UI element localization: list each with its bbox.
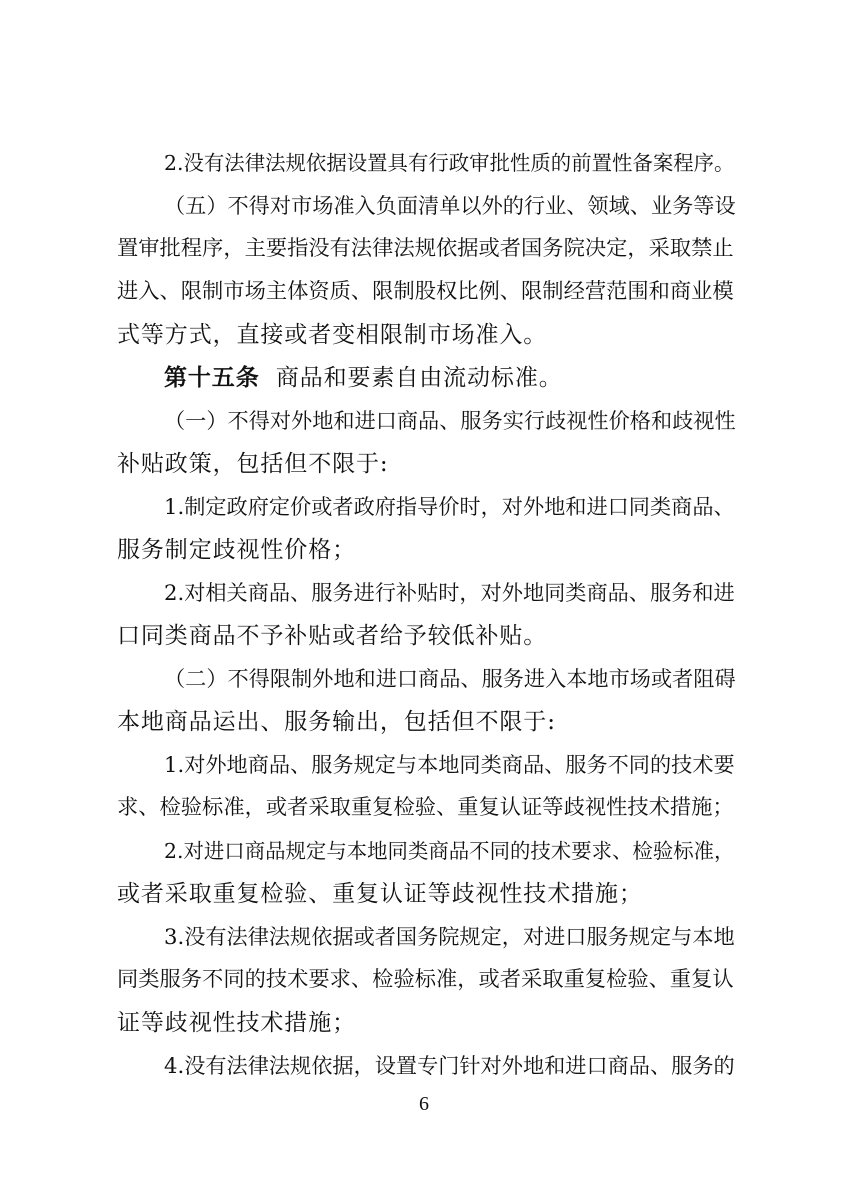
body-text-line: 3.没有法律法规依据或者国务院规定，对进口服务规定与本地 (164, 924, 735, 949)
body-text-line: 2.没有法律法规依据设置具有行政审批性质的前置性备案程序。 (164, 151, 735, 175)
body-text-line: 或者采取重复检验、重复认证等歧视性技术措施； (117, 881, 643, 907)
article-number: 第十五条 (164, 364, 260, 391)
body-text-line: 式等方式，直接或者变相限制市场准入。 (117, 322, 548, 348)
body-text-line: （一）不得对外地和进口商品、服务实行歧视性价格和歧视性 (164, 408, 736, 433)
body-text-line: 补贴政策，包括但不限于: (117, 451, 389, 477)
body-text-line: 4.没有法律法规依据，设置专门针对外地和进口商品、服务的 (164, 1053, 735, 1078)
body-text-line: 进入、限制市场主体资质、限制股权比例、限制经营范围和商业模 (117, 279, 734, 304)
article-title: 商品和要素自由流动标准。 (275, 365, 563, 391)
body-text-line: 2.对相关商品、服务进行补贴时，对外地同类商品、服务和进 (164, 580, 735, 605)
body-text-line: （五）不得对市场准入负面清单以外的行业、领域、业务等设 (164, 193, 736, 218)
body-text-line: 置审批程序，主要指没有法律法规依据或者国务院决定，采取禁止 (117, 236, 734, 261)
body-text-line: （二）不得限制外地和进口商品、服务进入本地市场或者阻碍 (164, 666, 736, 691)
body-text-line: 服务制定歧视性价格； (117, 537, 356, 563)
page-number: 6 (419, 1093, 429, 1115)
body-text-line: 同类服务不同的技术要求、检验标准，或者采取重复检验、重复认 (117, 967, 734, 992)
body-text-line: 2.对进口商品规定与本地同类商品不同的技术要求、检验标准， (164, 839, 735, 863)
body-text-line: 1.对外地商品、服务规定与本地同类商品、服务不同的技术要 (164, 752, 735, 777)
body-text-line: 口同类商品不予补贴或者给予较低补贴。 (117, 623, 548, 649)
article-heading-line (164, 363, 563, 393)
body-text-line: 本地商品运出、服务输出，包括但不限于: (117, 709, 556, 735)
body-text-line: 1.制定政府定价或者政府指导价时，对外地和进口同类商品、 (164, 494, 735, 519)
body-text-line: 证等歧视性技术措施； (117, 1010, 356, 1036)
body-text-line: 求、检验标准，或者采取重复检验、重复认证等歧视性技术措施； (117, 795, 734, 820)
